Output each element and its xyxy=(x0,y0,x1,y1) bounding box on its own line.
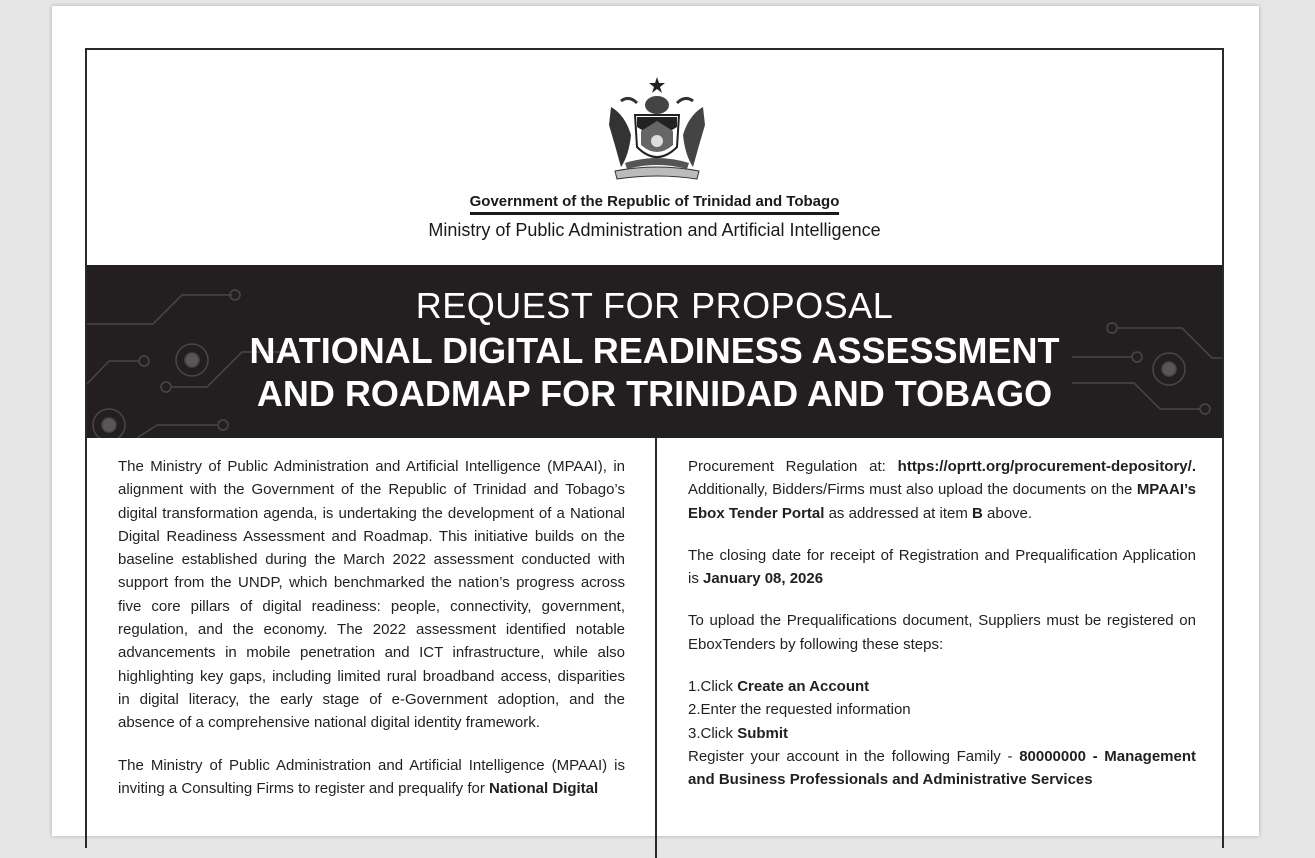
title-banner xyxy=(87,265,1222,438)
intro-paragraph: The Ministry of Public Administration and Artificial Intelligence (MPAAI), in alignment with the Government of the Republic of Trinidad and Tobago’s digital transformation agenda, is undertaking the development of a National Digital Readiness Assessment and Roadmap. This initiative builds on the baseline established during the March 2022 assessment conducted with support from the UNDP, which benchmarked the nation’s progress across five core pillars of digital readiness: people, connectivity, government, regulation, and the economy. The 2022 assessment identified notable advancements in mobile penetration and ICT infrastructure, while also highlighting key gaps, including limited rural broadband access, disparities in digital literacy, the early stage of e-Government adoption, and the absence of a comprehensive national digital identity framework. xyxy=(118,458,625,732)
government-heading: Government of the Republic of Trinidad and Tobago xyxy=(87,193,1222,215)
column-divider xyxy=(655,438,657,858)
coat-of-arms-icon xyxy=(601,75,713,183)
closing-date-paragraph: The closing date for receipt of Registration and Prequalification Application is January 08, 2026 xyxy=(688,546,1196,588)
invitation-paragraph: The Ministry of Public Administration and Artificial Intelligence (MPAAI) is inviting a Consulting Firms to register and prequalify for National Digital xyxy=(118,756,625,797)
step-1: 1.Click Create an Account xyxy=(688,678,870,696)
family-registration: Register your account in the following Family - 80000000 - Management and Business Professionals and Administrative Services xyxy=(688,747,1196,789)
procurement-paragraph: Procurement Regulation at: https://oprtt.org/procurement-depository/. Additionally, Bidders/Firms must also upload the documents on the MPAAI’s Ebox Tender Portal as addressed at item B above. xyxy=(688,458,1196,522)
banner-title-rfp: REQUEST FOR PROPOSAL xyxy=(415,285,894,326)
document-page xyxy=(52,6,1259,836)
banner-title-project: NATIONAL DIGITAL READINESS ASSESSMENT AND ROADMAP FOR TRINIDAD AND TOBAGO xyxy=(249,330,1060,414)
procurement-depository-link[interactable]: https://oprtt.org/procurement-depository/. xyxy=(897,458,1196,475)
step-2: 2.Enter the requested information xyxy=(688,701,911,719)
left-column xyxy=(118,455,625,819)
document-frame xyxy=(85,48,1224,848)
registration-steps xyxy=(688,675,1196,791)
ministry-heading: Ministry of Public Administration and Artificial Intelligence xyxy=(428,220,881,240)
right-column xyxy=(688,455,1196,792)
upload-intro-paragraph: To upload the Prequalifications document, Suppliers must be registered on EboxTenders by following these steps: xyxy=(688,612,1196,653)
step-3: 3.Click Submit xyxy=(688,724,789,742)
closing-date: January 08, 2026 xyxy=(703,570,824,588)
ebox-tender-portal: MPAAI’s Ebox Tender Portal xyxy=(688,481,1196,522)
